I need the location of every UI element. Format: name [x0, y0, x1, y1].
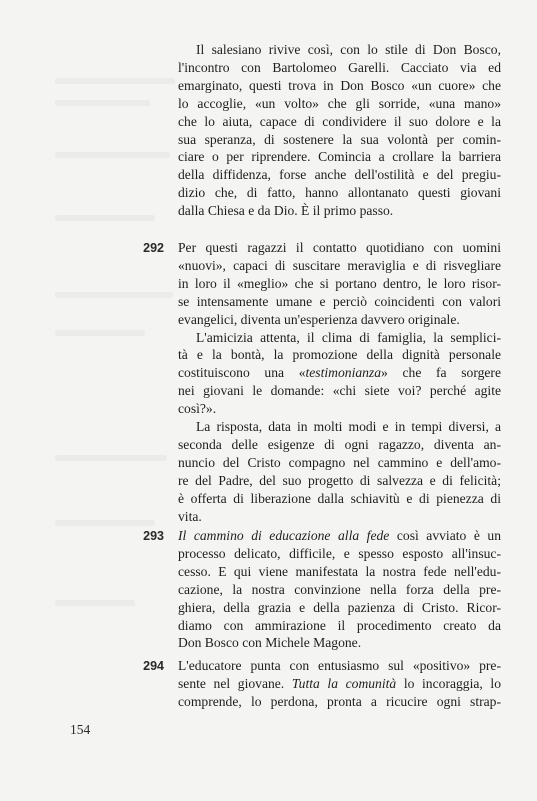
text-line: emarginato, questi trova in Don Bosco «un cuore» che: [178, 77, 501, 93]
text-line: evangelici, diventa un'esperienza davvero originale.: [178, 311, 460, 327]
text-line: costituiscono una «testimonianza» che fa sorgere: [178, 365, 501, 381]
text-line: che lo aiuta, capace di condividere il suo dolore e la: [178, 113, 501, 129]
text-line: diamo con ammirazione il procedimento creato da: [178, 617, 501, 633]
text-line: dalla Chiesa e da Dio. È il primo passo.: [178, 203, 394, 219]
bleed-through-mark: [55, 152, 170, 158]
text-line: processo delicato, difficile, e spesso esposto all'insuc-: [178, 545, 501, 561]
text-line: se intensamente umane e perciò coincidenti con valori: [178, 293, 501, 309]
text-line: nei giovani le domande: «chi siete voi? perché agite: [178, 383, 501, 399]
text-line: tà e la bontà, la promozione della dignità personale: [178, 347, 501, 363]
bleed-through-mark: [55, 78, 175, 84]
paragraph-294: [178, 657, 501, 711]
text-line: nuncio del Cristo compagno nel cammino e dell'amo-: [178, 454, 501, 470]
text-line: sua speranza, di sostenere la sua volontà per comin-: [178, 131, 501, 147]
text-line: è offerta di liberazione dalla schiavitù e di pienezza di: [178, 490, 501, 506]
text-line: della diffidenza, forse anche dell'ostilità e del pregiu-: [178, 167, 501, 183]
bleed-through-mark: [55, 292, 173, 298]
bleed-through-mark: [55, 100, 150, 106]
text-line: ciare o per riprendere. Comincia a crollare la barriera: [178, 149, 501, 165]
text-line: La risposta, data in molti modi e in tempi diversi, a: [196, 419, 501, 435]
text-line: così?».: [178, 401, 217, 417]
text-line: Il cammino di educazione alla fede così avviato è un: [178, 528, 501, 543]
text-line: vita.: [178, 508, 202, 524]
bleed-through-mark: [55, 330, 145, 336]
text-line: comprende, lo perdona, pronta a ricucire ogni strap-: [178, 693, 501, 709]
text-line: cesso. E qui viene manifestata la nostra fede nell'edu-: [178, 563, 501, 579]
text-line: Per questi ragazzi il contatto quotidiano con uomini: [178, 240, 501, 255]
text-line: dizio che, di fatto, hanno allontanato questi giovani: [178, 185, 501, 201]
paragraph-intro: [178, 41, 501, 220]
text-line: re del Padre, del suo progetto di salvezza e di felicità;: [178, 472, 501, 488]
bleed-through-mark: [55, 600, 135, 606]
bleed-through-mark: [55, 520, 155, 526]
paragraph-292: [178, 239, 501, 526]
paragraph-number: 292: [143, 241, 164, 255]
text-line: l'incontro con Bartolomeo Garelli. Cacciato via ed: [178, 59, 501, 75]
text-line: L'educatore punta con entusiasmo sul «positivo» pre-: [178, 658, 501, 673]
text-line: seconda delle esigenze di ogni ragazzo, diventa an-: [178, 436, 501, 452]
bleed-through-mark: [55, 455, 167, 461]
bleed-through-mark: [55, 215, 155, 221]
text-line: sente nel giovane. Tutta la comunità lo incoraggia, lo: [178, 675, 501, 691]
text-line: L'amicizia attenta, il clima di famiglia, la semplici-: [196, 329, 501, 345]
text-line: cazione, la nostra convinzione nella forza della pre-: [178, 581, 501, 597]
text-line: Il salesiano rivive così, con lo stile di Don Bosco,: [196, 42, 501, 57]
paragraph-number: 293: [143, 529, 164, 543]
paragraph-293: [178, 527, 501, 652]
text-line: in loro il «meglio» che si portano dentro, le loro risor-: [178, 275, 501, 291]
text-line: Don Bosco con Michele Magone.: [178, 635, 362, 651]
page-number: 154: [70, 722, 91, 737]
text-line: lo accoglie, «un volto» che gli sorride, «una mano»: [178, 95, 501, 111]
paragraph-number: 294: [143, 659, 164, 673]
text-line: ghiera, della grazia e della pazienza di Cristo. Ricor-: [178, 599, 501, 615]
text-line: «nuovi», capaci di suscitare meraviglia e di risvegliare: [178, 257, 501, 273]
